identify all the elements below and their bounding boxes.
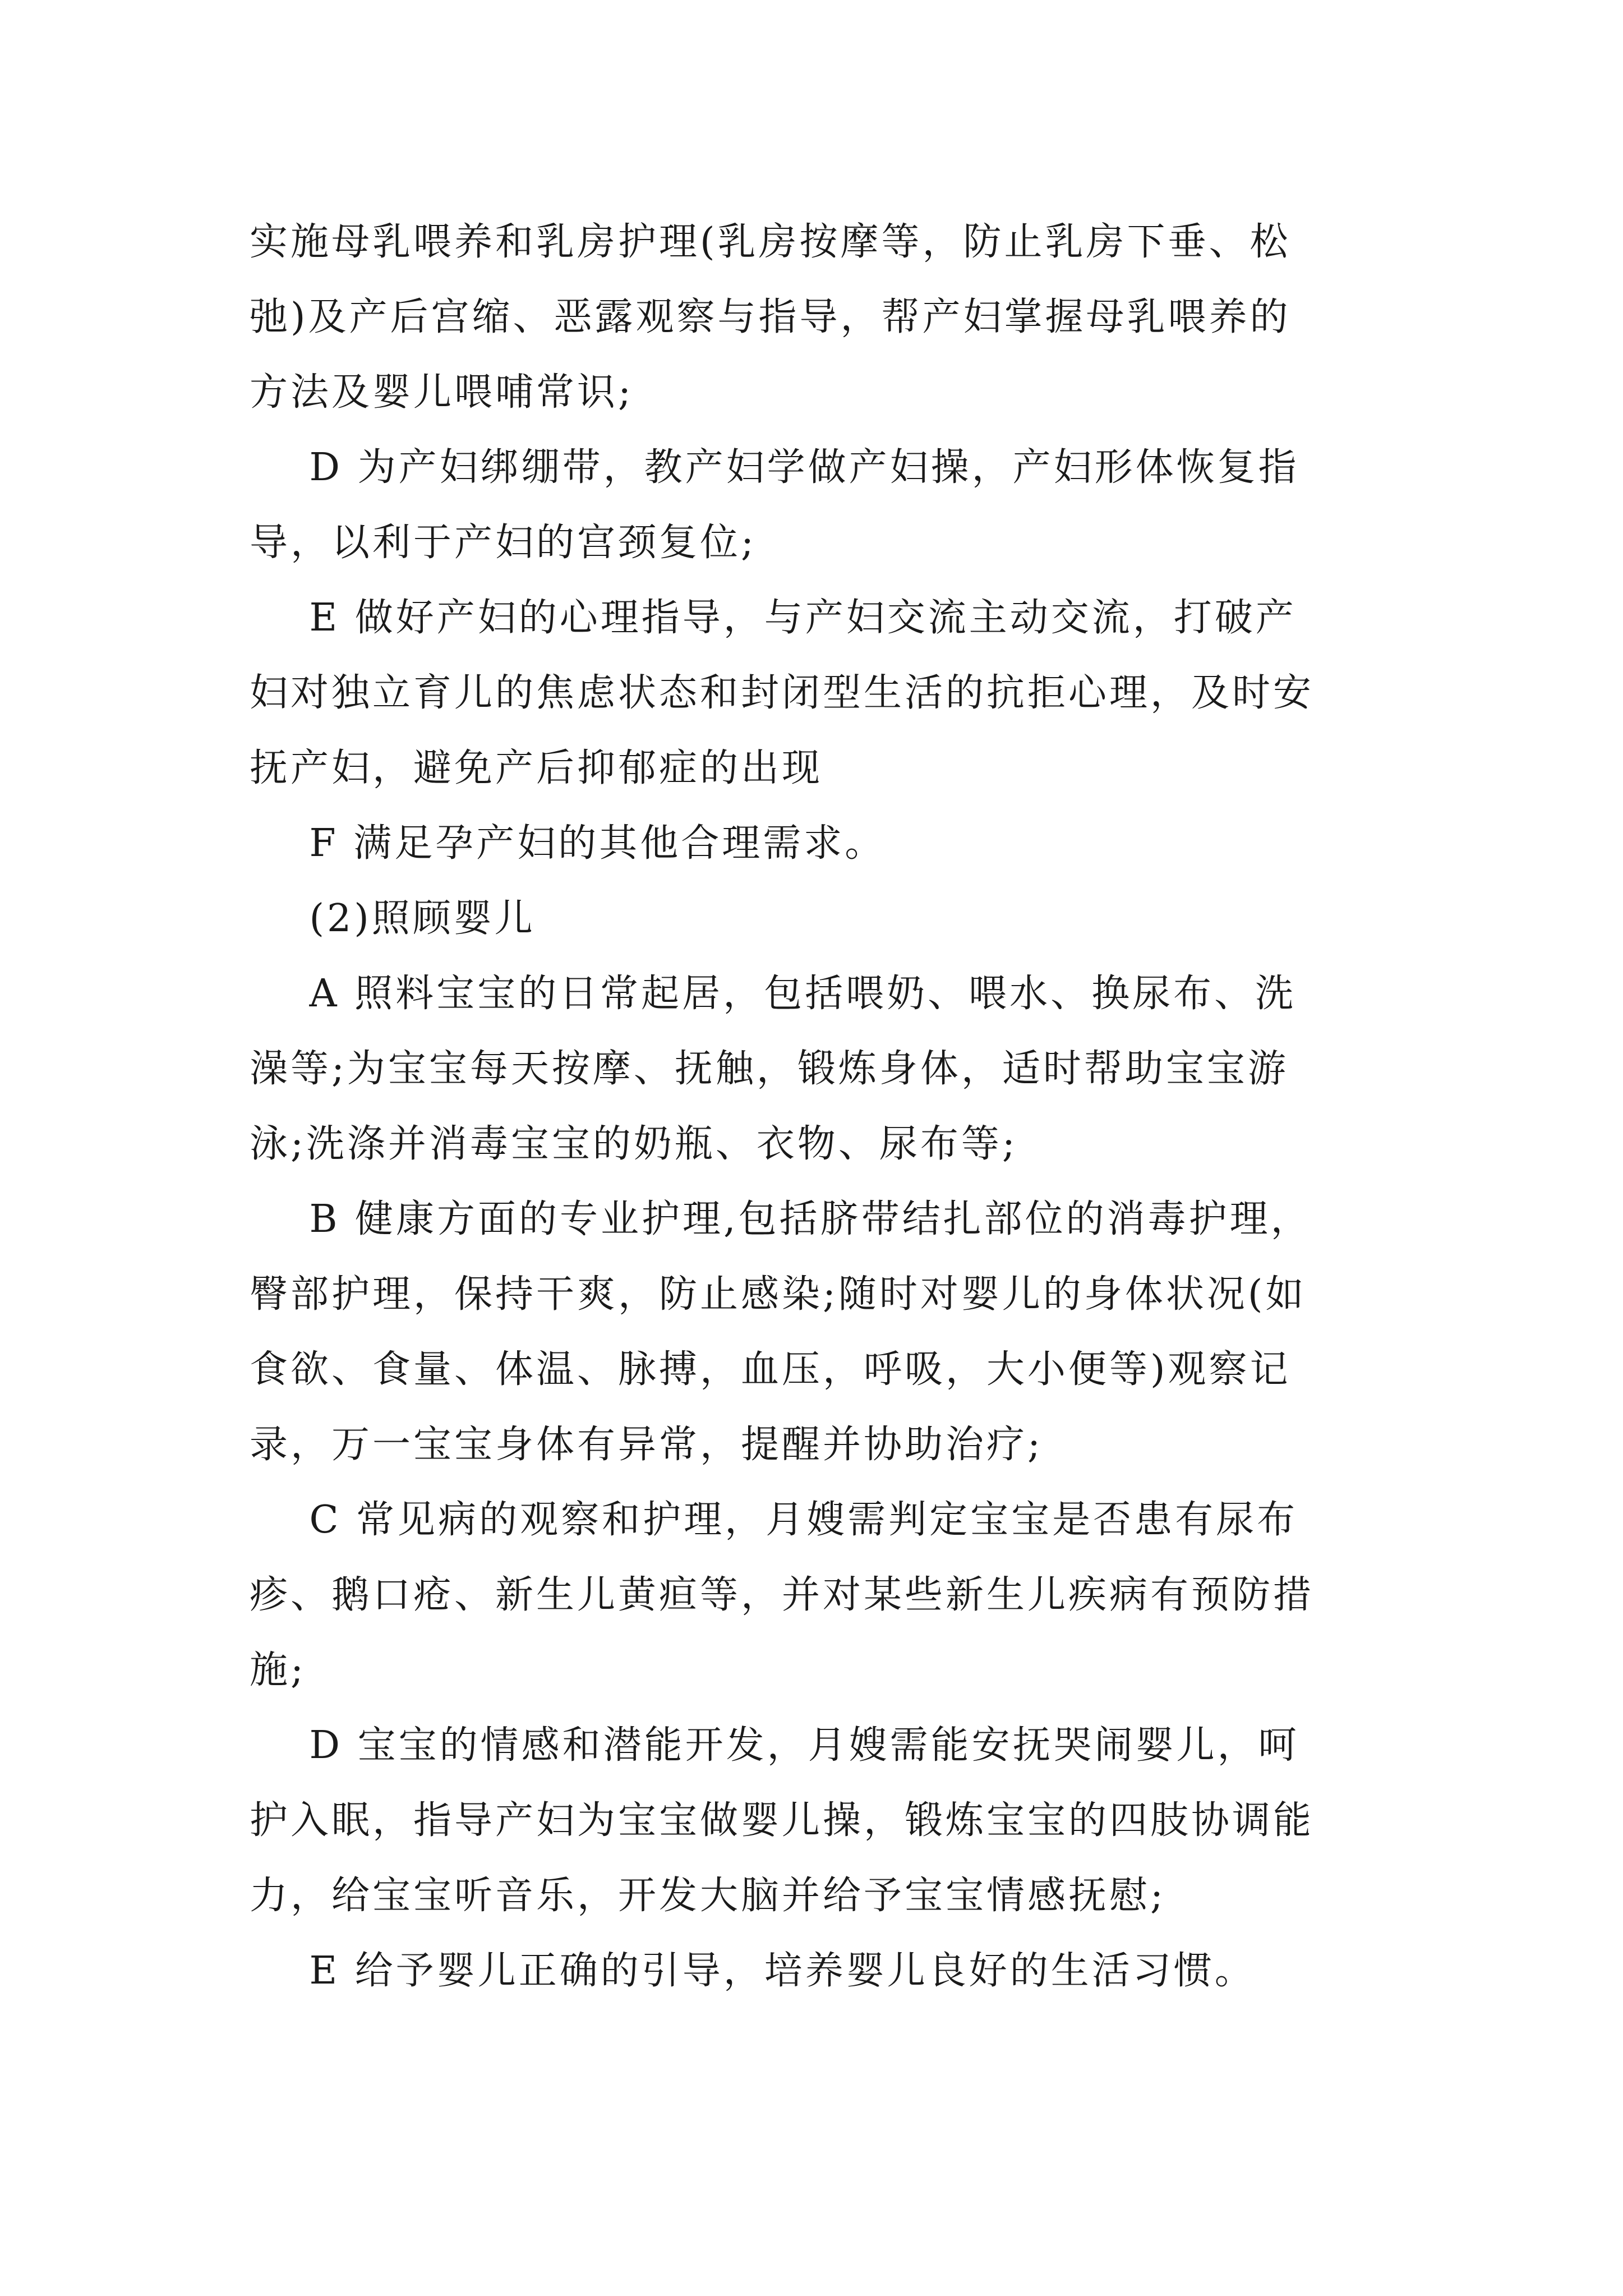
- text-line: 弛)及产后宫缩、恶露观察与指导，帮产妇掌握母乳喂养的: [250, 295, 1291, 339]
- text-line: D 为产妇绑绷带，教产妇学做产妇操，产妇形体恢复指: [250, 445, 1299, 490]
- text-line: E 做好产妇的心理指导，与产妇交流主动交流，打破产: [250, 596, 1297, 640]
- text-line: 施;: [250, 1648, 306, 1692]
- text-line: 录，万一宝宝身体有异常，提醒并协助治疗;: [250, 1423, 1043, 1467]
- text-line: 实施母乳喂养和乳房护理(乳房按摩等，防止乳房下垂、松: [250, 220, 1291, 264]
- text-line: 护入眠，指导产妇为宝宝做婴儿操，锻炼宝宝的四肢协调能: [250, 1798, 1315, 1843]
- text-line: 导，以利于产妇的宫颈复位;: [250, 521, 757, 565]
- text-line: F 满足孕产妇的其他合理需求。: [250, 821, 886, 866]
- section-heading: (2)照顾婴儿: [250, 896, 536, 941]
- text-line: 抚产妇，避免产后抑郁症的出现: [250, 746, 823, 790]
- text-line: 澡等;为宝宝每天按摩、抚触，锻炼身体，适时帮助宝宝游: [250, 1047, 1289, 1091]
- text-line: 疹、鹅口疮、新生儿黄疸等，并对某些新生儿疾病有预防措: [250, 1573, 1315, 1617]
- text-line: 力，给宝宝听音乐，开发大脑并给予宝宝情感抚慰;: [250, 1874, 1166, 1918]
- text-line: D 宝宝的情感和潜能开发，月嫂需能安抚哭闹婴儿，呵: [250, 1723, 1299, 1768]
- text-line: 食欲、食量、体温、脉搏，血压，呼吸，大小便等)观察记: [250, 1347, 1291, 1392]
- text-line: 妇对独立育儿的焦虑状态和封闭型生活的抗拒心理，及时安: [250, 671, 1315, 715]
- text-line: A 照料宝宝的日常起居，包括喂奶、喂水、换尿布、洗: [250, 972, 1297, 1016]
- document-body: [250, 205, 1388, 2009]
- text-line: B 健康方面的专业护理,包括脐带结扎部位的消毒护理，: [250, 1197, 1312, 1241]
- text-line: C 常见病的观察和护理，月嫂需判定宝宝是否患有尿布: [250, 1498, 1298, 1542]
- text-line: E 给予婴儿正确的引导，培养婴儿良好的生活习惯。: [250, 1949, 1256, 1993]
- text-line: 方法及婴儿喂哺常识;: [250, 370, 634, 415]
- text-line: 臀部护理，保持干爽，防止感染;随时对婴儿的身体状况(如: [250, 1272, 1307, 1317]
- text-line: 泳;洗涤并消毒宝宝的奶瓶、衣物、尿布等;: [250, 1122, 1018, 1166]
